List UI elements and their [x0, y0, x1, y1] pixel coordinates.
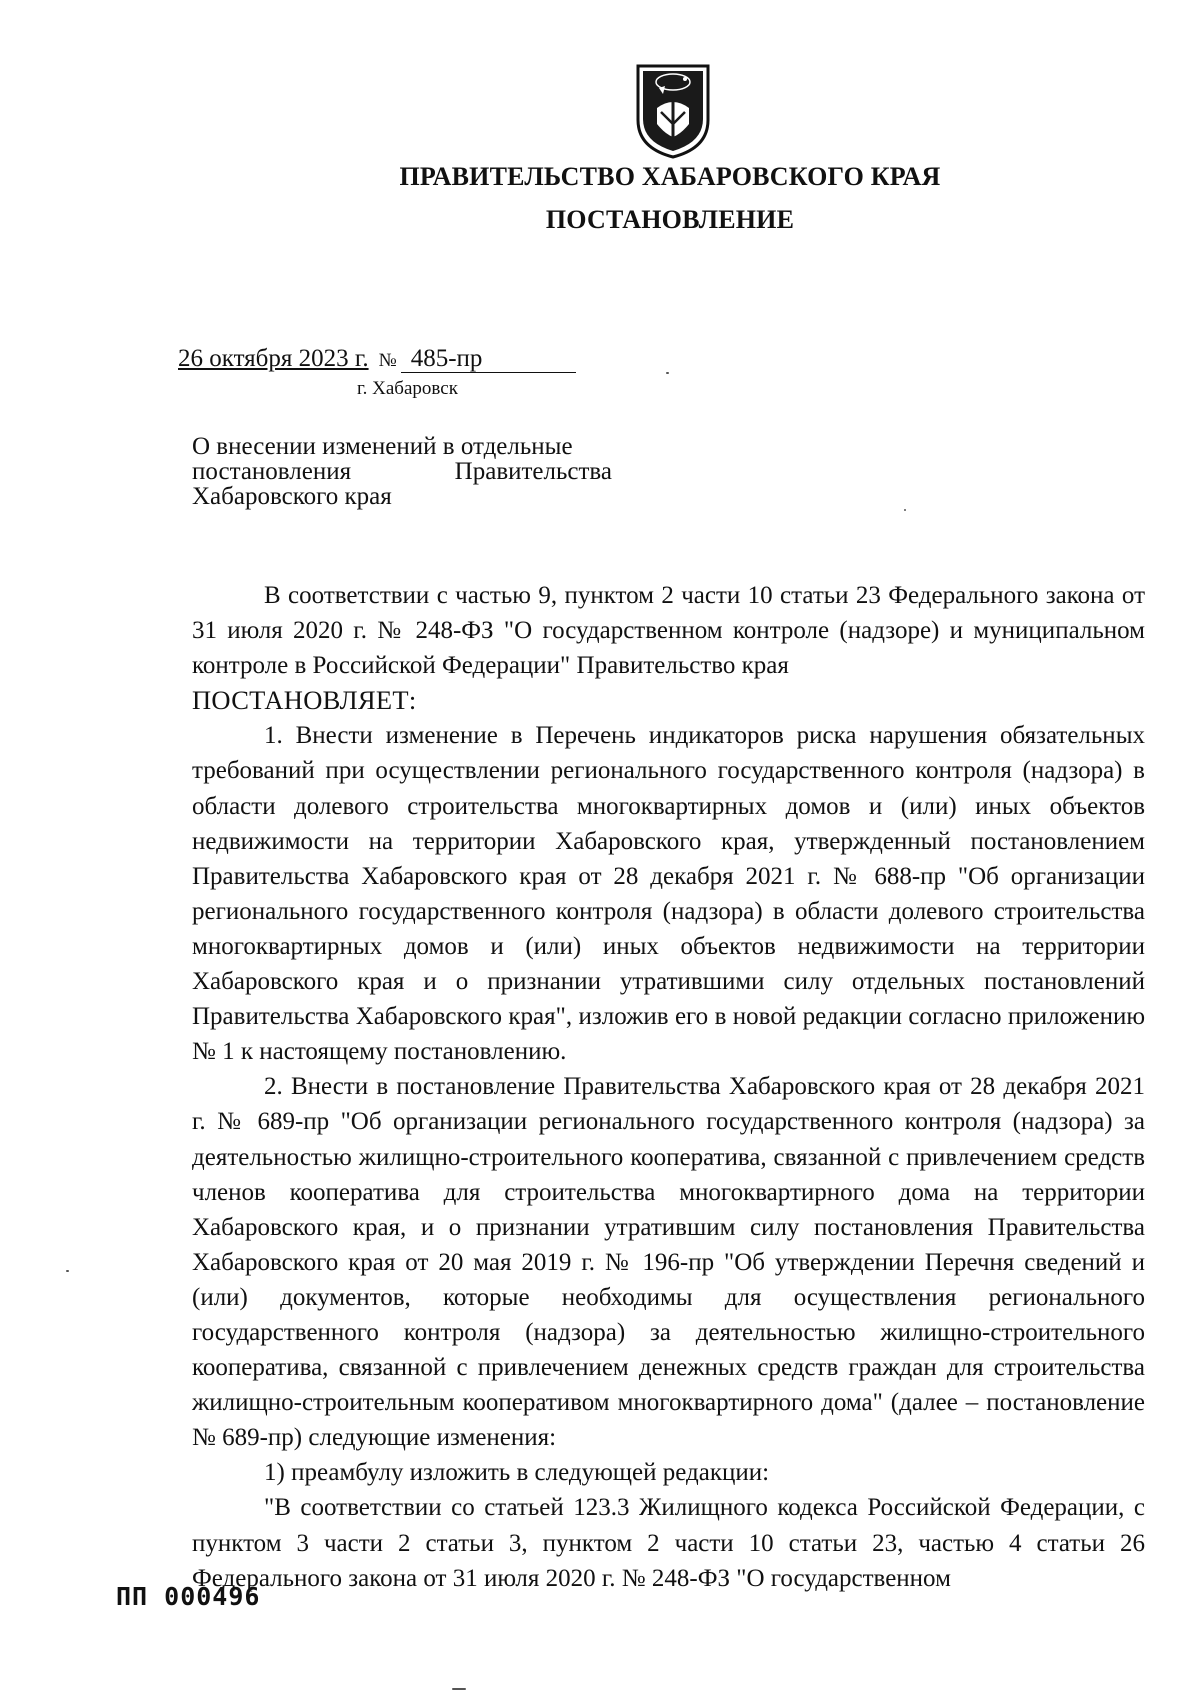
- document-city: г. Хабаровск: [357, 378, 458, 399]
- quote-paragraph: "В соответствии со статьей 123.3 Жилищного кодекса Российской Федерации, с пунктом 3 части 2 статьи 3, пунктом 2 части 10 статьи 23, частью 4 статьи 26 Федерального закона от 31 июля 2020 г. № 248-ФЗ "О государственном: [192, 1494, 1145, 1592]
- scan-speck: [904, 509, 906, 511]
- subject-line-2: [192, 459, 612, 484]
- item-1-paragraph: 1. Внести изменение в Перечень индикаторов риска нарушения обязательных требований при осуществлении регионального государственного контроля (надзора) в области долевого строительства многоквартирных домов и (или) иных объектов недвижимости на территории Хабаровского края, утвержденный постановлением Правительства Хабаровского края от 28 декабря 2021 г. № 688-пр "Об организации регионального государственного контроля (надзора) в области долевого строительства многоквартирных домов и (или) иных объектов недвижимости на территории Хабаровского края и о признании утратившими силу отдельных постановлений Правительства Хабаровского края", изложив его в новой редакции согласно приложению № 1 к настоящему постановлению.: [192, 722, 1145, 1066]
- intro-paragraph: В соответствии с частью 9, пунктом 2 части 10 статьи 23 Федерального закона от 31 июля 2020 г. № 248-ФЗ "О государственном контроле (надзоре) и муниципальном контроле в Российской Федерации" Правительство края: [192, 582, 1145, 680]
- subitem-1-paragraph: 1) преамбулу изложить в следующей редакции:: [264, 1459, 770, 1487]
- item-2-paragraph: 2. Внести в постановление Правительства Хабаровского края от 28 декабря 2021 г. № 689-пр "Об организации регионального государственного контроля (надзора) за деятельностью жилищно-строительного кооператива, связанной с привлечением средств членов кооператива для строительства многоквартирного дома на территории Хабаровского края, и о признании утратившим силу постановления Правительства Хабаровского края от 20 мая 2019 г. № 196-пр "Об утверждении Перечня сведений и (или) документов, которые необходимы для осуществления регионального государственного контроля (надзора) за деятельностью жилищно-строительного кооператива, связанной с привлечением денежных средств граждан для строительства жилищно-строительным кооперативом многоквартирного дома" (далее – постановление № 689-пр) следующие изменения:: [192, 1073, 1145, 1452]
- number-label: №: [378, 350, 397, 371]
- document-date: 26 октября 2023 г.: [178, 345, 369, 372]
- subject-line-3: Хабаровского края: [192, 483, 392, 510]
- document-subject: [192, 434, 612, 509]
- subject-line-1: О внесении изменений в отдельные: [192, 433, 573, 460]
- subject-line-2b: Правительства: [454, 458, 612, 485]
- scan-speck: [452, 1688, 466, 1690]
- document-number: 485-пр: [401, 346, 576, 373]
- scan-speck: [666, 372, 669, 374]
- document-type-title: ПОСТАНОВЛЕНИЕ: [545, 205, 795, 234]
- document-body: [192, 578, 1145, 1596]
- scan-speck: [66, 1270, 69, 1272]
- coat-of-arms-icon: [632, 60, 714, 160]
- subject-line-2a: постановления: [192, 458, 352, 485]
- government-title: ПРАВИТЕЛЬСТВО ХАБАРОВСКОГО КРАЯ: [399, 162, 941, 191]
- form-code: ПП 000496: [116, 1582, 261, 1611]
- resolves-heading: ПОСТАНОВЛЯЕТ:: [192, 685, 417, 716]
- date-number-line: [178, 345, 576, 373]
